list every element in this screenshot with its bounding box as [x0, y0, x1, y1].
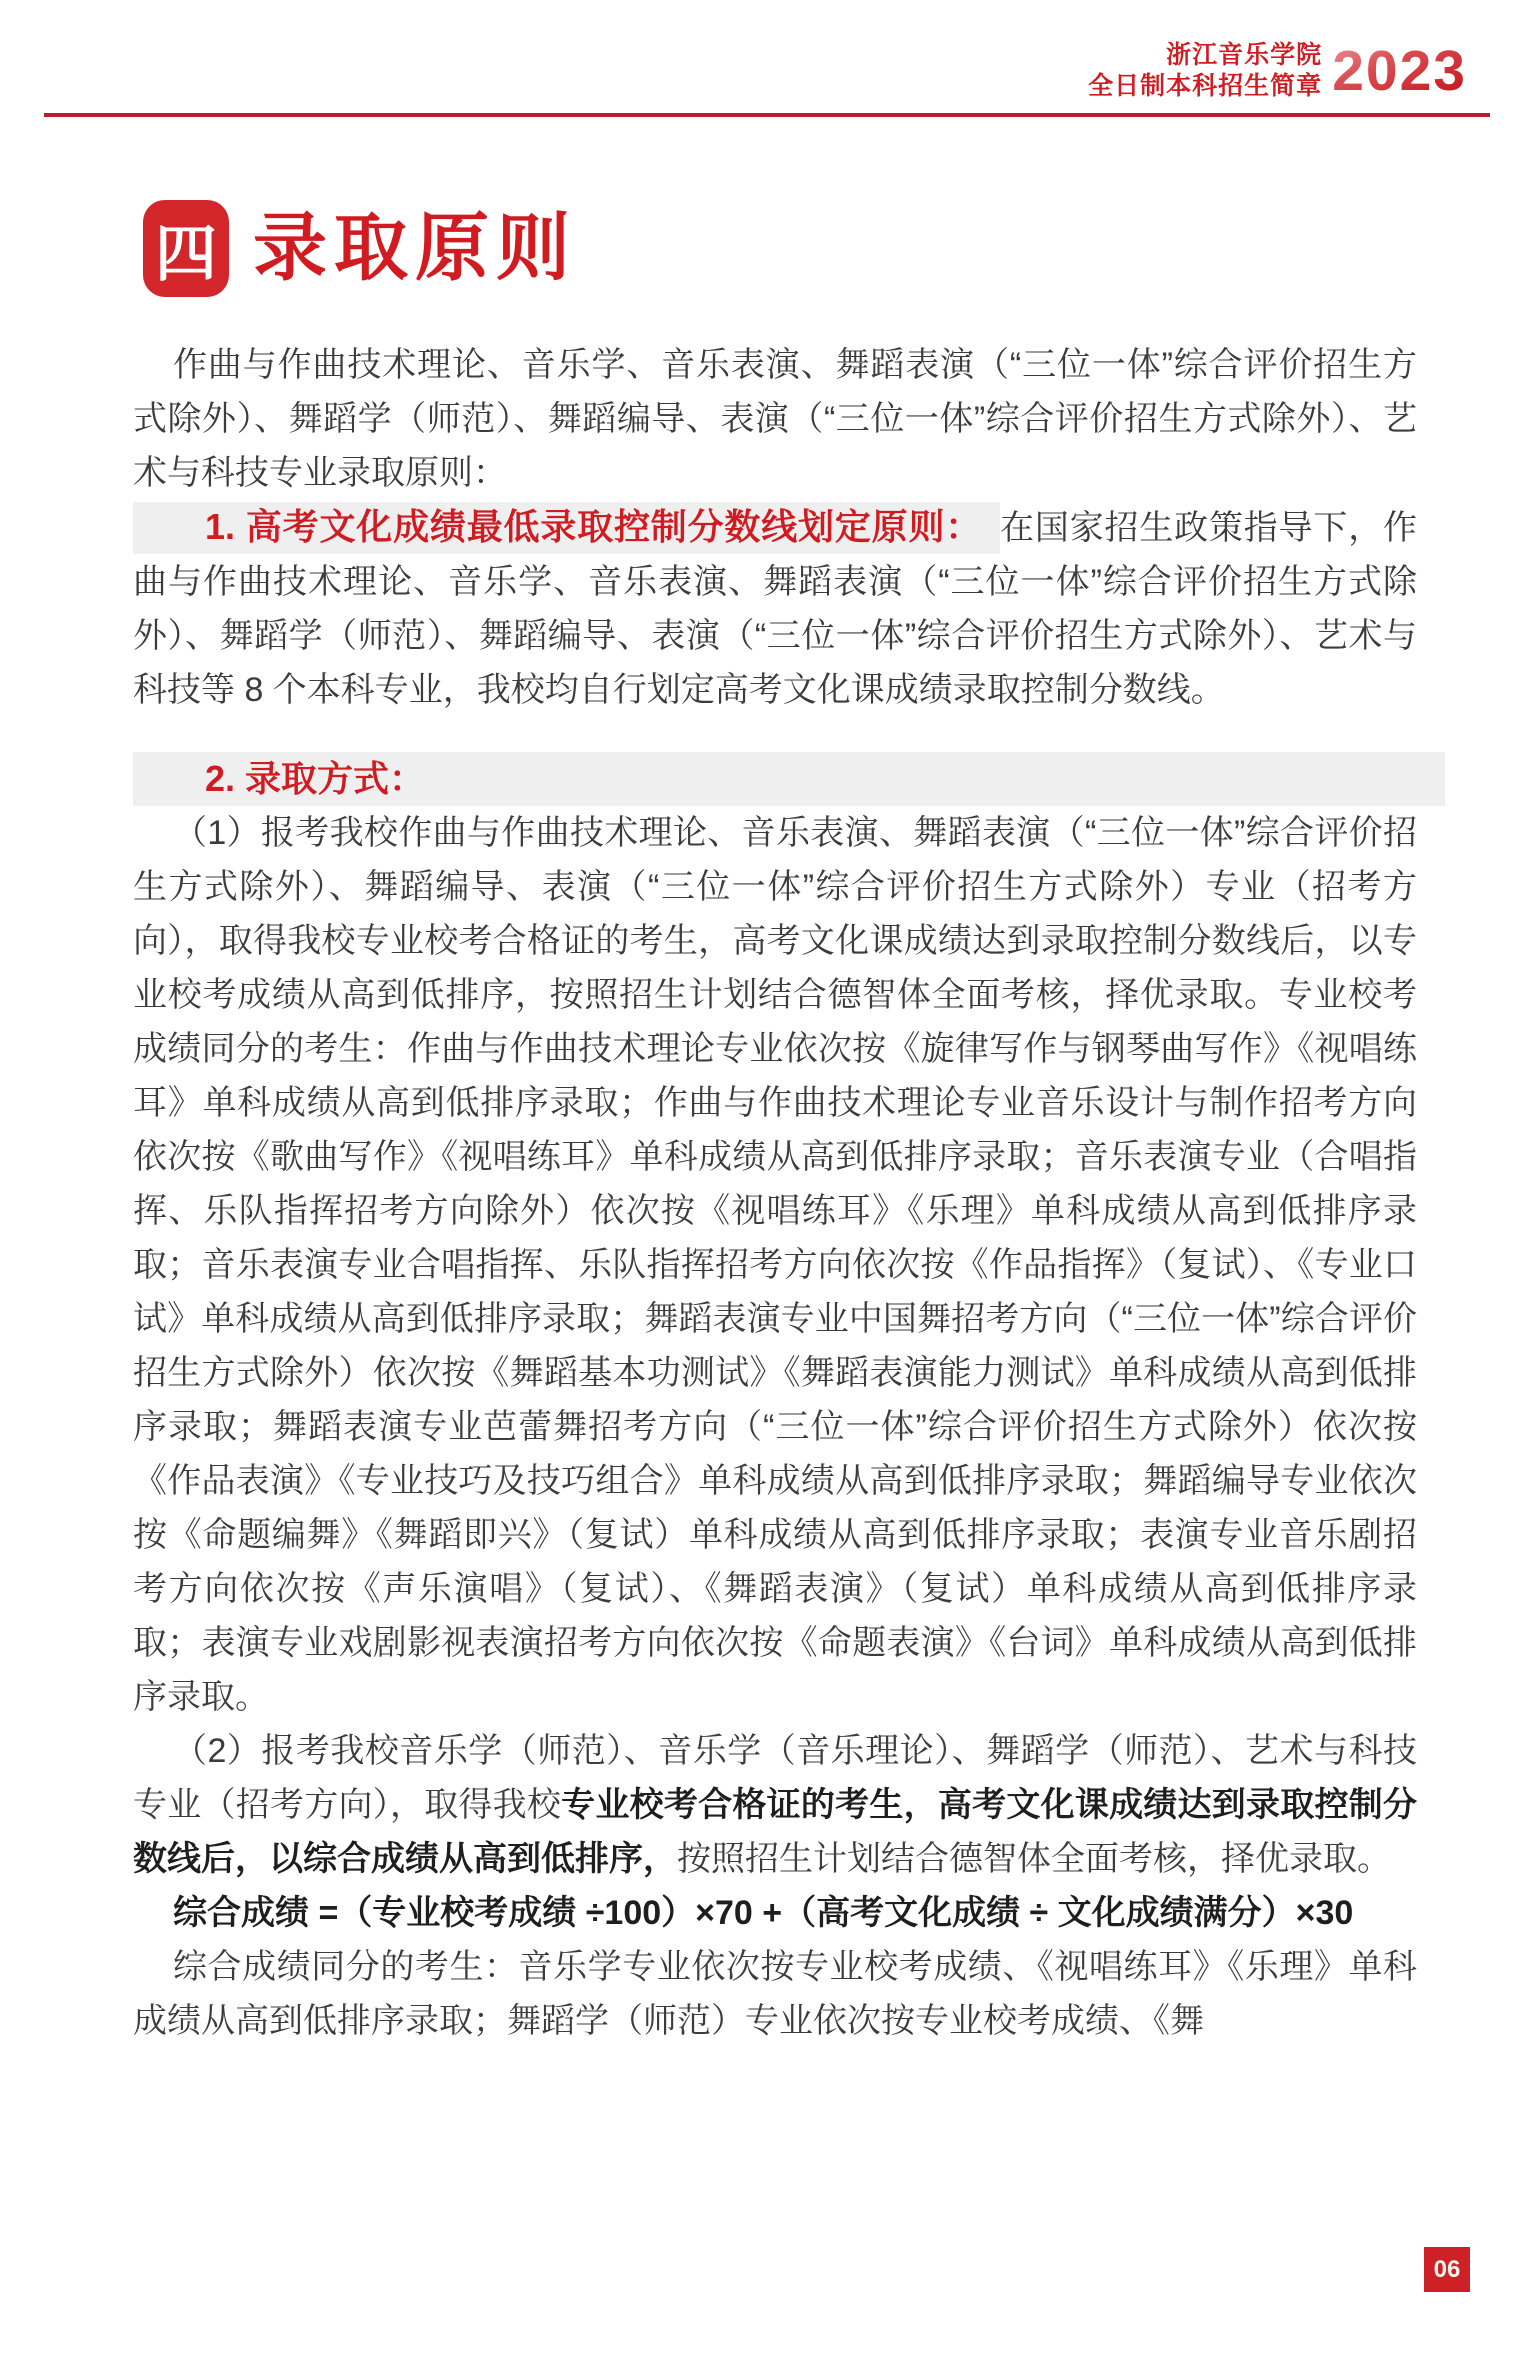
section-heading [143, 200, 577, 297]
page-header [1088, 40, 1467, 102]
item2-text-end: 按照招生计划结合德智体全面考核，择优录取。 [677, 1840, 1391, 1878]
header-text-block [1088, 40, 1322, 102]
rule1-heading-highlight [133, 502, 1000, 554]
tiebreak-paragraph: 综合成绩同分的考生：音乐学专业依次按专业校考成绩、《视唱练耳》《乐理》单科成绩从高到低排序录取；舞蹈学（师范）专业依次按专业校考成绩、《舞 [133, 1948, 1417, 2040]
header-divider [44, 113, 1490, 117]
rule2-heading: 2. 录取方式： [205, 758, 426, 799]
header-doc-title: 全日制本科招生简章 [1088, 72, 1323, 100]
item2-text-bold: 专业校考合格证的考生，高考文化课成绩达到录取控制分数线后，以综合成绩从高到低排序， [133, 1786, 1418, 1878]
item2-paragraph [133, 1724, 1417, 1886]
header-org-name: 浙江音乐学院 [1166, 41, 1323, 69]
body-content [133, 338, 1417, 2048]
rule1-heading: 1. 高考文化成绩最低录取控制分数线划定原则： [205, 506, 983, 547]
page-number-badge: 06 [1424, 2247, 1470, 2292]
section-title: 录取原则 [253, 205, 577, 291]
header-year: 2023 [1332, 39, 1467, 103]
formula-paragraph: 综合成绩 =（专业校考成绩 ÷100）×70 +（高考文化成绩 ÷ 文化成绩满分）×30 [173, 1894, 1354, 1932]
item1-paragraph: （1）报考我校作曲与作曲技术理论、音乐表演、舞蹈表演（“三位一体”综合评价招生方式除外）、舞蹈编导、表演（“三位一体”综合评价招生方式除外）专业（招考方向），取得我校专业校考合格证的考生，高考文化课成绩达到录取控制分数线后，以专业校考成绩从高到低排序，按照招生计划结合德智体全面考核，择优录取。专业校考成绩同分的考生：作曲与作曲技术理论专业依次按《旋律写作与钢琴曲写作》《视唱练耳》单科成绩从高到低排序录取；作曲与作曲技术理论专业音乐设计与制作招考方向依次按《歌曲写作》《视唱练耳》单科成绩从高到低排序录取；音乐表演专业（合唱指挥、乐队指挥招考方向除外）依次按《视唱练耳》《乐理》单科成绩从高到低排序录取；音乐表演专业合唱指挥、乐队指挥招考方向依次按《作品指挥》（复试）、《专业口试》单科成绩从高到低排序录取；舞蹈表演专业中国舞招考方向（“三位一体”综合评价招生方式除外）依次按《舞蹈基本功测试》《舞蹈表演能力测试》单科成绩从高到低排序录取；舞蹈表演专业芭蕾舞招考方向（“三位一体”综合评价招生方式除外）依次按《作品表演》《专业技巧及技巧组合》单科成绩从高到低排序录取；舞蹈编导专业依次按《命题编舞》《舞蹈即兴》（复试）单科成绩从高到低排序录取；表演专业音乐剧招考方向依次按《声乐演唱》（复试）、《舞蹈表演》（复试）单科成绩从高到低排序录取；表演专业戏剧影视表演招考方向依次按《命题表演》《台词》单科成绩从高到低排序录取。 [133, 814, 1417, 1716]
item2-text-start: （2）报考我校音乐学（师范）、音乐学（音乐理论）、舞蹈学（师范）、艺术与科技专业（招考方向），取得我校 [133, 1732, 1417, 1824]
section-number-badge: 四 [143, 200, 229, 297]
rule1-paragraph [133, 500, 1417, 717]
intro-paragraph: 作曲与作曲技术理论、音乐学、音乐表演、舞蹈表演（“三位一体”综合评价招生方式除外）、舞蹈学（师范）、舞蹈编导、表演（“三位一体”综合评价招生方式除外）、艺术与科技专业录取原则： [133, 346, 1417, 492]
rule2-heading-band [133, 752, 1445, 806]
rule1-body-text: 在国家招生政策指导下，作曲与作曲技术理论、音乐学、音乐表演、舞蹈表演（“三位一体”综合评价招生方式除外）、舞蹈学（师范）、舞蹈编导、表演（“三位一体”综合评价招生方式除外）、艺术与科技等 8 个本科专业，我校均自行划定高考文化课成绩录取控制分数线。 [133, 509, 1418, 709]
